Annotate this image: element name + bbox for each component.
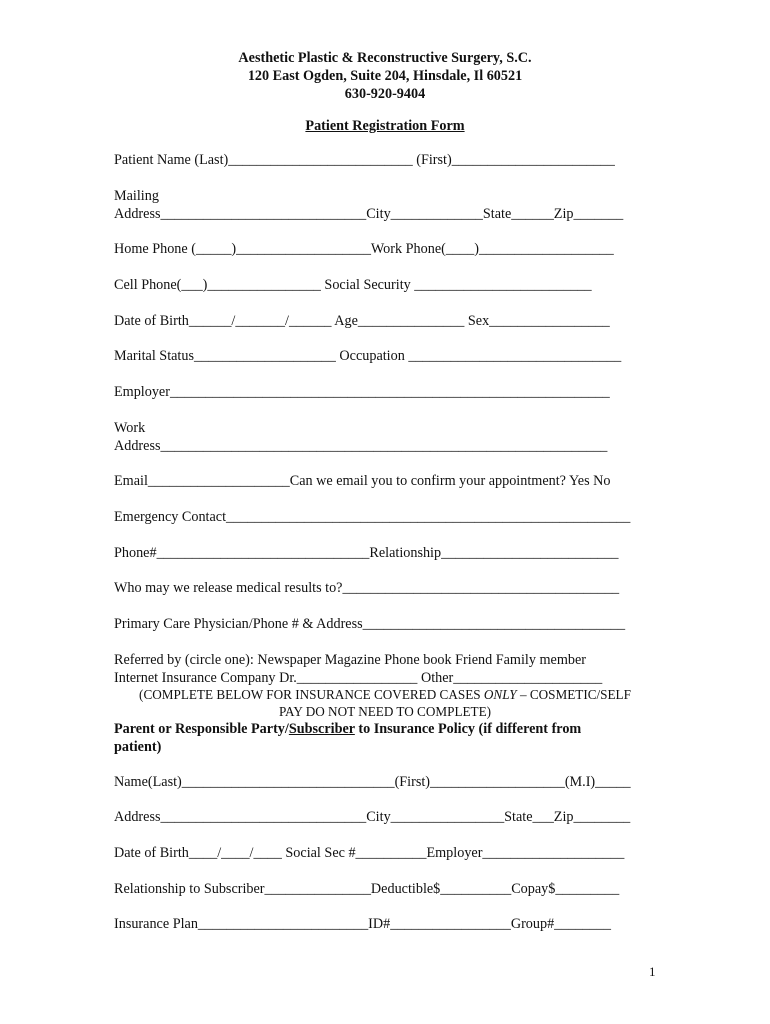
- work-label: Work: [114, 420, 146, 436]
- section-heading-part-3: to Insurance Policy (if different from: [354, 721, 582, 737]
- mailing-address-line[interactable]: Address_____________________________City_____________State______Zip_______: [114, 206, 624, 222]
- form-title: Patient Registration Form: [305, 118, 465, 134]
- primary-care-line[interactable]: Primary Care Physician/Phone # & Address_____________________________________: [114, 616, 626, 632]
- insured-name-line[interactable]: Name(Last)______________________________(First)___________________(M.I)_____: [114, 774, 631, 790]
- practice-address: 120 East Ogden, Suite 204, Hinsdale, Il 60521: [247, 68, 523, 84]
- notice-text-b: – COSMETIC/SELF: [516, 687, 631, 702]
- practice-name: Aesthetic Plastic & Reconstructive Surgery, S.C.: [238, 50, 532, 66]
- work-address-line[interactable]: Address_______________________________________________________________: [114, 438, 608, 454]
- insurance-notice-line-1: [0, 687, 770, 703]
- phone-line[interactable]: Home Phone (_____)___________________Work Phone(____)___________________: [114, 241, 614, 257]
- page-number: 1: [649, 964, 656, 979]
- insurance-plan-line[interactable]: Insurance Plan________________________ID#_________________Group#________: [114, 916, 611, 932]
- referred-by-line[interactable]: Referred by (circle one): Newspaper Magazine Phone book Friend Family member: [114, 652, 586, 668]
- referred-by-line-2[interactable]: Internet Insurance Company Dr._________________ Other_____________________: [114, 670, 603, 686]
- insurance-notice-line-2: PAY DO NOT NEED TO COMPLETE): [278, 704, 492, 719]
- section-heading-part-1: Parent or Responsible Party/: [114, 721, 289, 737]
- marital-occupation-line[interactable]: Marital Status____________________ Occupation ______________________________: [114, 348, 622, 364]
- dob-age-sex-line[interactable]: Date of Birth______/_______/______ Age_______________ Sex_________________: [114, 313, 610, 329]
- insured-address-line[interactable]: Address_____________________________City________________State___Zip________: [114, 809, 631, 825]
- patient-name-line[interactable]: Patient Name (Last)__________________________ (First)_______________________: [114, 152, 615, 168]
- practice-phone: 630-920-9404: [344, 86, 426, 102]
- relationship-deductible-line[interactable]: Relationship to Subscriber_______________Deductible$__________Copay$_________: [114, 881, 620, 897]
- notice-text-only: ONLY: [483, 687, 517, 702]
- section-heading-line-2: patient): [114, 739, 162, 755]
- phone-relationship-line[interactable]: Phone#______________________________Relationship_________________________: [114, 545, 619, 561]
- section-heading-subscriber: Subscriber: [288, 721, 355, 737]
- release-results-line[interactable]: Who may we release medical results to?_______________________________________: [114, 580, 620, 596]
- section-heading-line-1: [114, 721, 659, 738]
- cell-ssn-line[interactable]: Cell Phone(___)________________ Social Security _________________________: [114, 277, 592, 293]
- emergency-contact-line[interactable]: Emergency Contact_________________________________________________________: [114, 509, 631, 525]
- insured-dob-ssn-line[interactable]: Date of Birth____/____/____ Social Sec #__________Employer____________________: [114, 845, 625, 861]
- mailing-label: Mailing: [114, 188, 159, 204]
- notice-text-a: (COMPLETE BELOW FOR INSURANCE COVERED CASES: [139, 687, 484, 702]
- email-line[interactable]: Email____________________Can we email you to confirm your appointment? Yes No: [114, 473, 611, 489]
- employer-line[interactable]: Employer______________________________________________________________: [114, 384, 610, 400]
